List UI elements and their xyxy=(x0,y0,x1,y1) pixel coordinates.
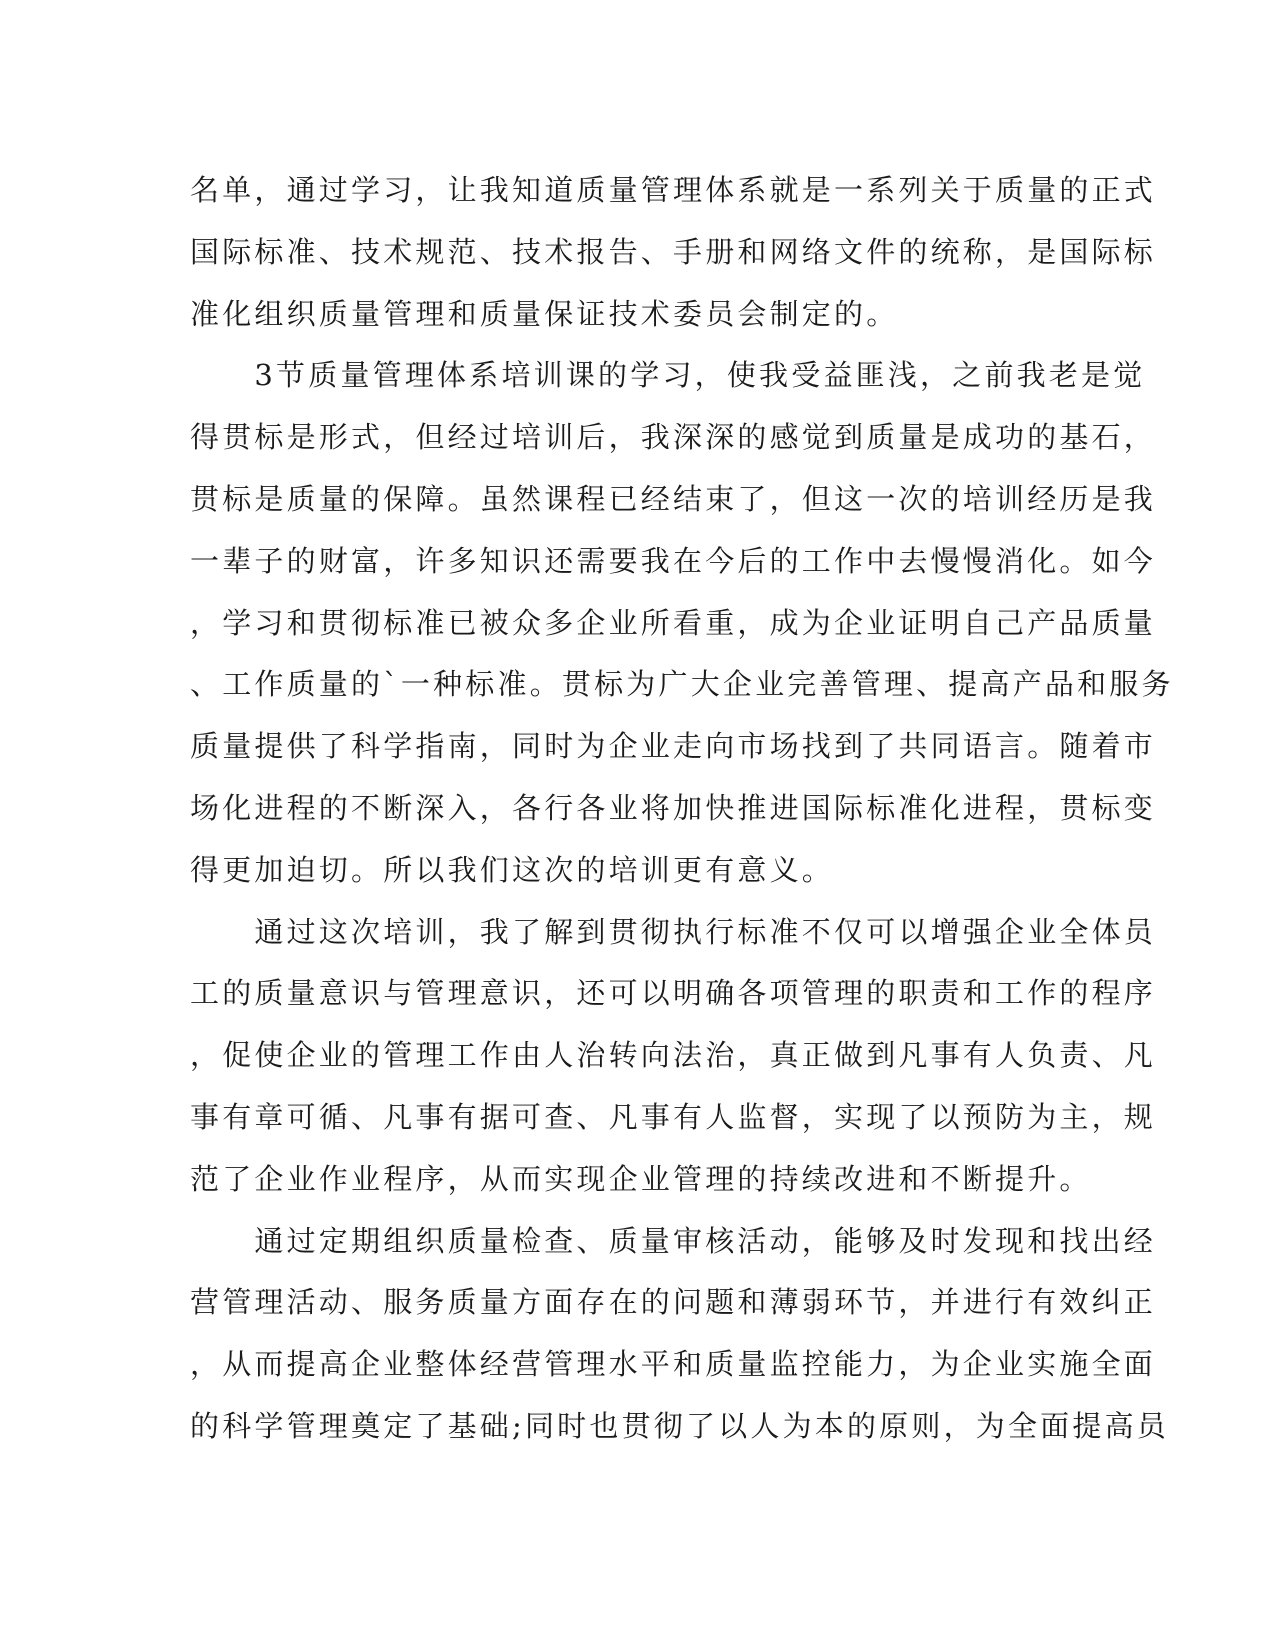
text-line: 事有章可循、凡事有据可查、凡事有人监督，实现了以预防为主，规 xyxy=(190,1099,1157,1134)
text-line: 营管理活动、服务质量方面存在的问题和薄弱环节，并进行有效纠正 xyxy=(190,1285,1157,1320)
text-line: 一辈子的财富，许多知识还需要我在今后的工作中去慢慢消化。如今 xyxy=(190,543,1157,578)
text-line: 名单，通过学习，让我知道质量管理体系就是一系列关于质量的正式 xyxy=(190,173,1157,207)
text-line: 、工作质量的`一种标准。贯标为广大企业完善管理、提高产品和服务 xyxy=(190,667,1174,702)
text-line: 工的质量意识与管理意识，还可以明确各项管理的职责和工作的程序 xyxy=(190,976,1157,1011)
paragraph-1 xyxy=(190,160,1157,345)
text-line: 国际标准、技术规范、技术报告、手册和网络文件的统称，是国际标 xyxy=(190,234,1157,269)
text-line: 通过定期组织质量检查、质量审核活动，能够及时发现和找出经 xyxy=(190,1223,1157,1258)
text-line: 通过这次培训，我了解到贯彻执行标准不仅可以增强企业全体员 xyxy=(190,914,1157,949)
text-line: 准化组织质量管理和质量保证技术委员会制定的。 xyxy=(190,296,899,331)
document-body xyxy=(190,160,1174,1458)
text-line: 场化进程的不断深入，各行各业将加快推进国际标准化进程，贯标变 xyxy=(190,790,1157,825)
text-line: 得贯标是形式，但经过培训后，我深深的感觉到质量是成功的基石， xyxy=(190,420,1157,455)
text-line: 贯标是质量的保障。虽然课程已经结束了，但这一次的培训经历是我 xyxy=(190,481,1157,516)
text-line: 范了企业作业程序，从而实现企业管理的持续改进和不断提升。 xyxy=(190,1161,1092,1196)
text-line: 得更加迫切。所以我们这次的培训更有意义。 xyxy=(190,852,835,887)
text-line: 的科学管理奠定了基础;同时也贯彻了以人为本的原则，为全面提高员 xyxy=(190,1408,1169,1443)
paragraph-2 xyxy=(190,345,1174,901)
paragraph-3 xyxy=(190,902,1157,1211)
paragraph-4 xyxy=(190,1211,1169,1458)
text-line: 3节质量管理体系培训课的学习，使我受益匪浅，之前我老是觉 xyxy=(190,358,1146,393)
text-line: ，促使企业的管理工作由人治转向法治，真正做到凡事有人负责、凡 xyxy=(190,1038,1157,1073)
text-line: 质量提供了科学指南，同时为企业走向市场找到了共同语言。随着市 xyxy=(190,729,1157,764)
text-line: ，学习和贯彻标准已被众多企业所看重，成为企业证明自己产品质量 xyxy=(190,605,1157,640)
text-line: ，从而提高企业整体经营管理水平和质量监控能力，为企业实施全面 xyxy=(190,1347,1157,1382)
